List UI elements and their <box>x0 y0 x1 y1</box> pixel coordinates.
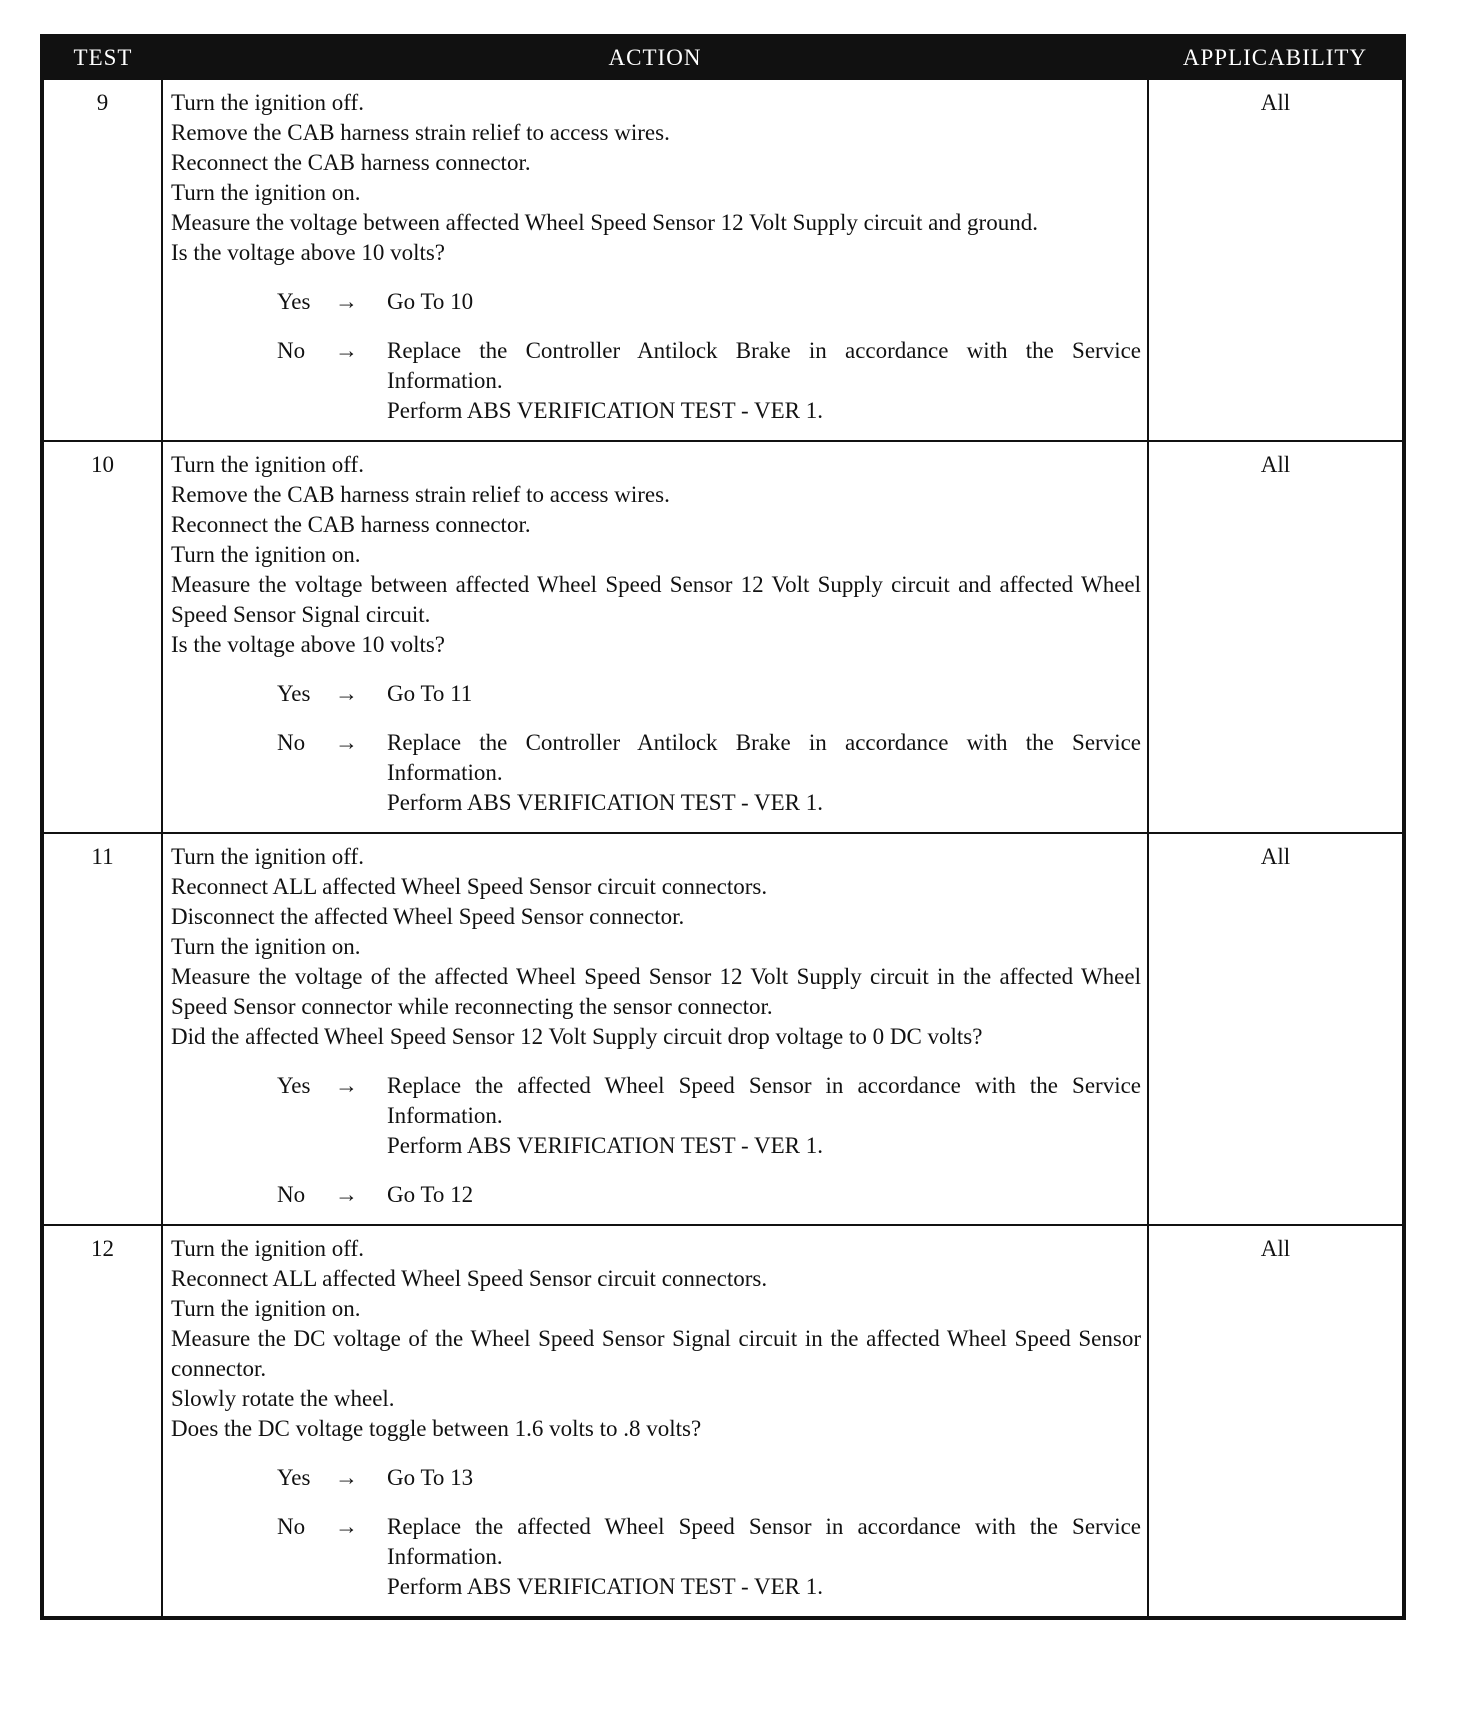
result-line: Perform ABS VERIFICATION TEST - VER 1. <box>387 1574 823 1599</box>
action-step: Turn the ignition on. <box>171 542 361 567</box>
outcome-result <box>387 1463 1141 1493</box>
diagnostic-test-table <box>40 34 1406 1620</box>
action-step: Turn the ignition off. <box>171 90 364 115</box>
applicability-value: All <box>1148 833 1404 1225</box>
result-line: Go To 13 <box>387 1465 474 1490</box>
arrow-icon: → <box>335 730 358 755</box>
arrow-icon: → <box>335 1465 358 1490</box>
result-line: Perform ABS VERIFICATION TEST - VER 1. <box>387 398 823 423</box>
action-cell <box>162 79 1148 441</box>
answer-label: Yes <box>277 681 311 706</box>
action-step: Disconnect the affected Wheel Speed Sensor connector. <box>171 904 685 929</box>
answer-label: No <box>277 1182 306 1207</box>
arrow-icon: → <box>335 289 358 314</box>
table-header <box>42 36 1404 79</box>
outcome-result <box>387 679 1141 709</box>
outcome-result <box>387 728 1141 818</box>
action-cell <box>162 441 1148 833</box>
action-step: Reconnect the CAB harness connector. <box>171 150 531 175</box>
outcome-no <box>277 1512 1141 1602</box>
action-step: Turn the ignition on. <box>171 180 361 205</box>
action-step: Did the affected Wheel Speed Sensor 12 Volt Supply circuit drop voltage to 0 DC volts? <box>171 1024 983 1049</box>
outcome-result <box>387 287 1141 317</box>
result-line: Replace the affected Wheel Speed Sensor in accordance with the Service Information. <box>387 1073 1141 1128</box>
arrow-icon: → <box>335 681 358 706</box>
arrow-icon: → <box>335 1514 358 1539</box>
outcome-yes <box>277 287 1141 317</box>
answer-label: Yes <box>277 1073 311 1098</box>
action-step: Turn the ignition on. <box>171 934 361 959</box>
action-step: Measure the voltage of the affected Wheel Speed Sensor 12 Volt Supply circuit in the affected Wheel Speed Sensor connector while reconnecting the sensor connector. <box>171 964 1141 1019</box>
action-step: Does the DC voltage toggle between 1.6 volts to .8 volts? <box>171 1416 702 1441</box>
outcome-result <box>387 336 1141 426</box>
answer-label: No <box>277 730 306 755</box>
arrow-icon: → <box>335 1073 358 1098</box>
result-line: Perform ABS VERIFICATION TEST - VER 1. <box>387 790 823 815</box>
test-number: 10 <box>42 441 162 833</box>
test-number: 11 <box>42 833 162 1225</box>
action-step: Turn the ignition off. <box>171 1236 364 1261</box>
result-line: Replace the affected Wheel Speed Sensor in accordance with the Service Information. <box>387 1514 1141 1569</box>
applicability-value: All <box>1148 1225 1404 1618</box>
action-step: Reconnect the CAB harness connector. <box>171 512 531 537</box>
action-step: Reconnect ALL affected Wheel Speed Sensor circuit connectors. <box>171 1266 768 1291</box>
action-step: Measure the DC voltage of the Wheel Speed Sensor Signal circuit in the affected Wheel Speed Sensor connector. <box>171 1326 1141 1381</box>
outcome-yes <box>277 1071 1141 1161</box>
outcome-result <box>387 1512 1141 1602</box>
action-cell <box>162 1225 1148 1618</box>
result-line: Go To 12 <box>387 1182 474 1207</box>
test-number: 9 <box>42 79 162 441</box>
outcome-result <box>387 1071 1141 1161</box>
answer-label: Yes <box>277 1465 311 1490</box>
table-row <box>42 79 1404 441</box>
outcome-yes <box>277 679 1141 709</box>
outcome-yes <box>277 1463 1141 1493</box>
action-step: Reconnect ALL affected Wheel Speed Sensor circuit connectors. <box>171 874 768 899</box>
action-step: Remove the CAB harness strain relief to access wires. <box>171 482 670 507</box>
applicability-value: All <box>1148 441 1404 833</box>
result-line: Replace the Controller Antilock Brake in accordance with the Service Information. <box>387 730 1141 785</box>
table-row <box>42 1225 1404 1618</box>
action-step: Turn the ignition off. <box>171 844 364 869</box>
outcome-no <box>277 1180 1141 1210</box>
answer-label: No <box>277 338 306 363</box>
arrow-icon: → <box>335 1182 358 1207</box>
result-line: Go To 11 <box>387 681 473 706</box>
action-step: Measure the voltage between affected Wheel Speed Sensor 12 Volt Supply circuit and affected Wheel Speed Sensor Signal circuit. <box>171 572 1141 627</box>
action-step: Turn the ignition off. <box>171 452 364 477</box>
action-step: Remove the CAB harness strain relief to access wires. <box>171 120 670 145</box>
result-line: Perform ABS VERIFICATION TEST - VER 1. <box>387 1133 823 1158</box>
answer-label: Yes <box>277 289 311 314</box>
header-row <box>42 36 1404 79</box>
action-step: Measure the voltage between affected Wheel Speed Sensor 12 Volt Supply circuit and ground. <box>171 210 1038 235</box>
action-step: Is the voltage above 10 volts? <box>171 632 446 657</box>
result-line: Go To 10 <box>387 289 474 314</box>
action-step: Is the voltage above 10 volts? <box>171 240 446 265</box>
table-row <box>42 441 1404 833</box>
header-test: TEST <box>42 36 162 79</box>
table-body <box>42 79 1404 1618</box>
action-step: Turn the ignition on. <box>171 1296 361 1321</box>
outcome-no <box>277 728 1141 818</box>
arrow-icon: → <box>335 338 358 363</box>
outcome-result <box>387 1180 1141 1210</box>
header-applicability: APPLICABILITY <box>1148 36 1404 79</box>
applicability-value: All <box>1148 79 1404 441</box>
diagnostic-page <box>40 34 1402 1620</box>
answer-label: No <box>277 1514 306 1539</box>
result-line: Replace the Controller Antilock Brake in accordance with the Service Information. <box>387 338 1141 393</box>
header-action: ACTION <box>162 36 1148 79</box>
table-row <box>42 833 1404 1225</box>
action-cell <box>162 833 1148 1225</box>
test-number: 12 <box>42 1225 162 1618</box>
action-step: Slowly rotate the wheel. <box>171 1386 395 1411</box>
outcome-no <box>277 336 1141 426</box>
